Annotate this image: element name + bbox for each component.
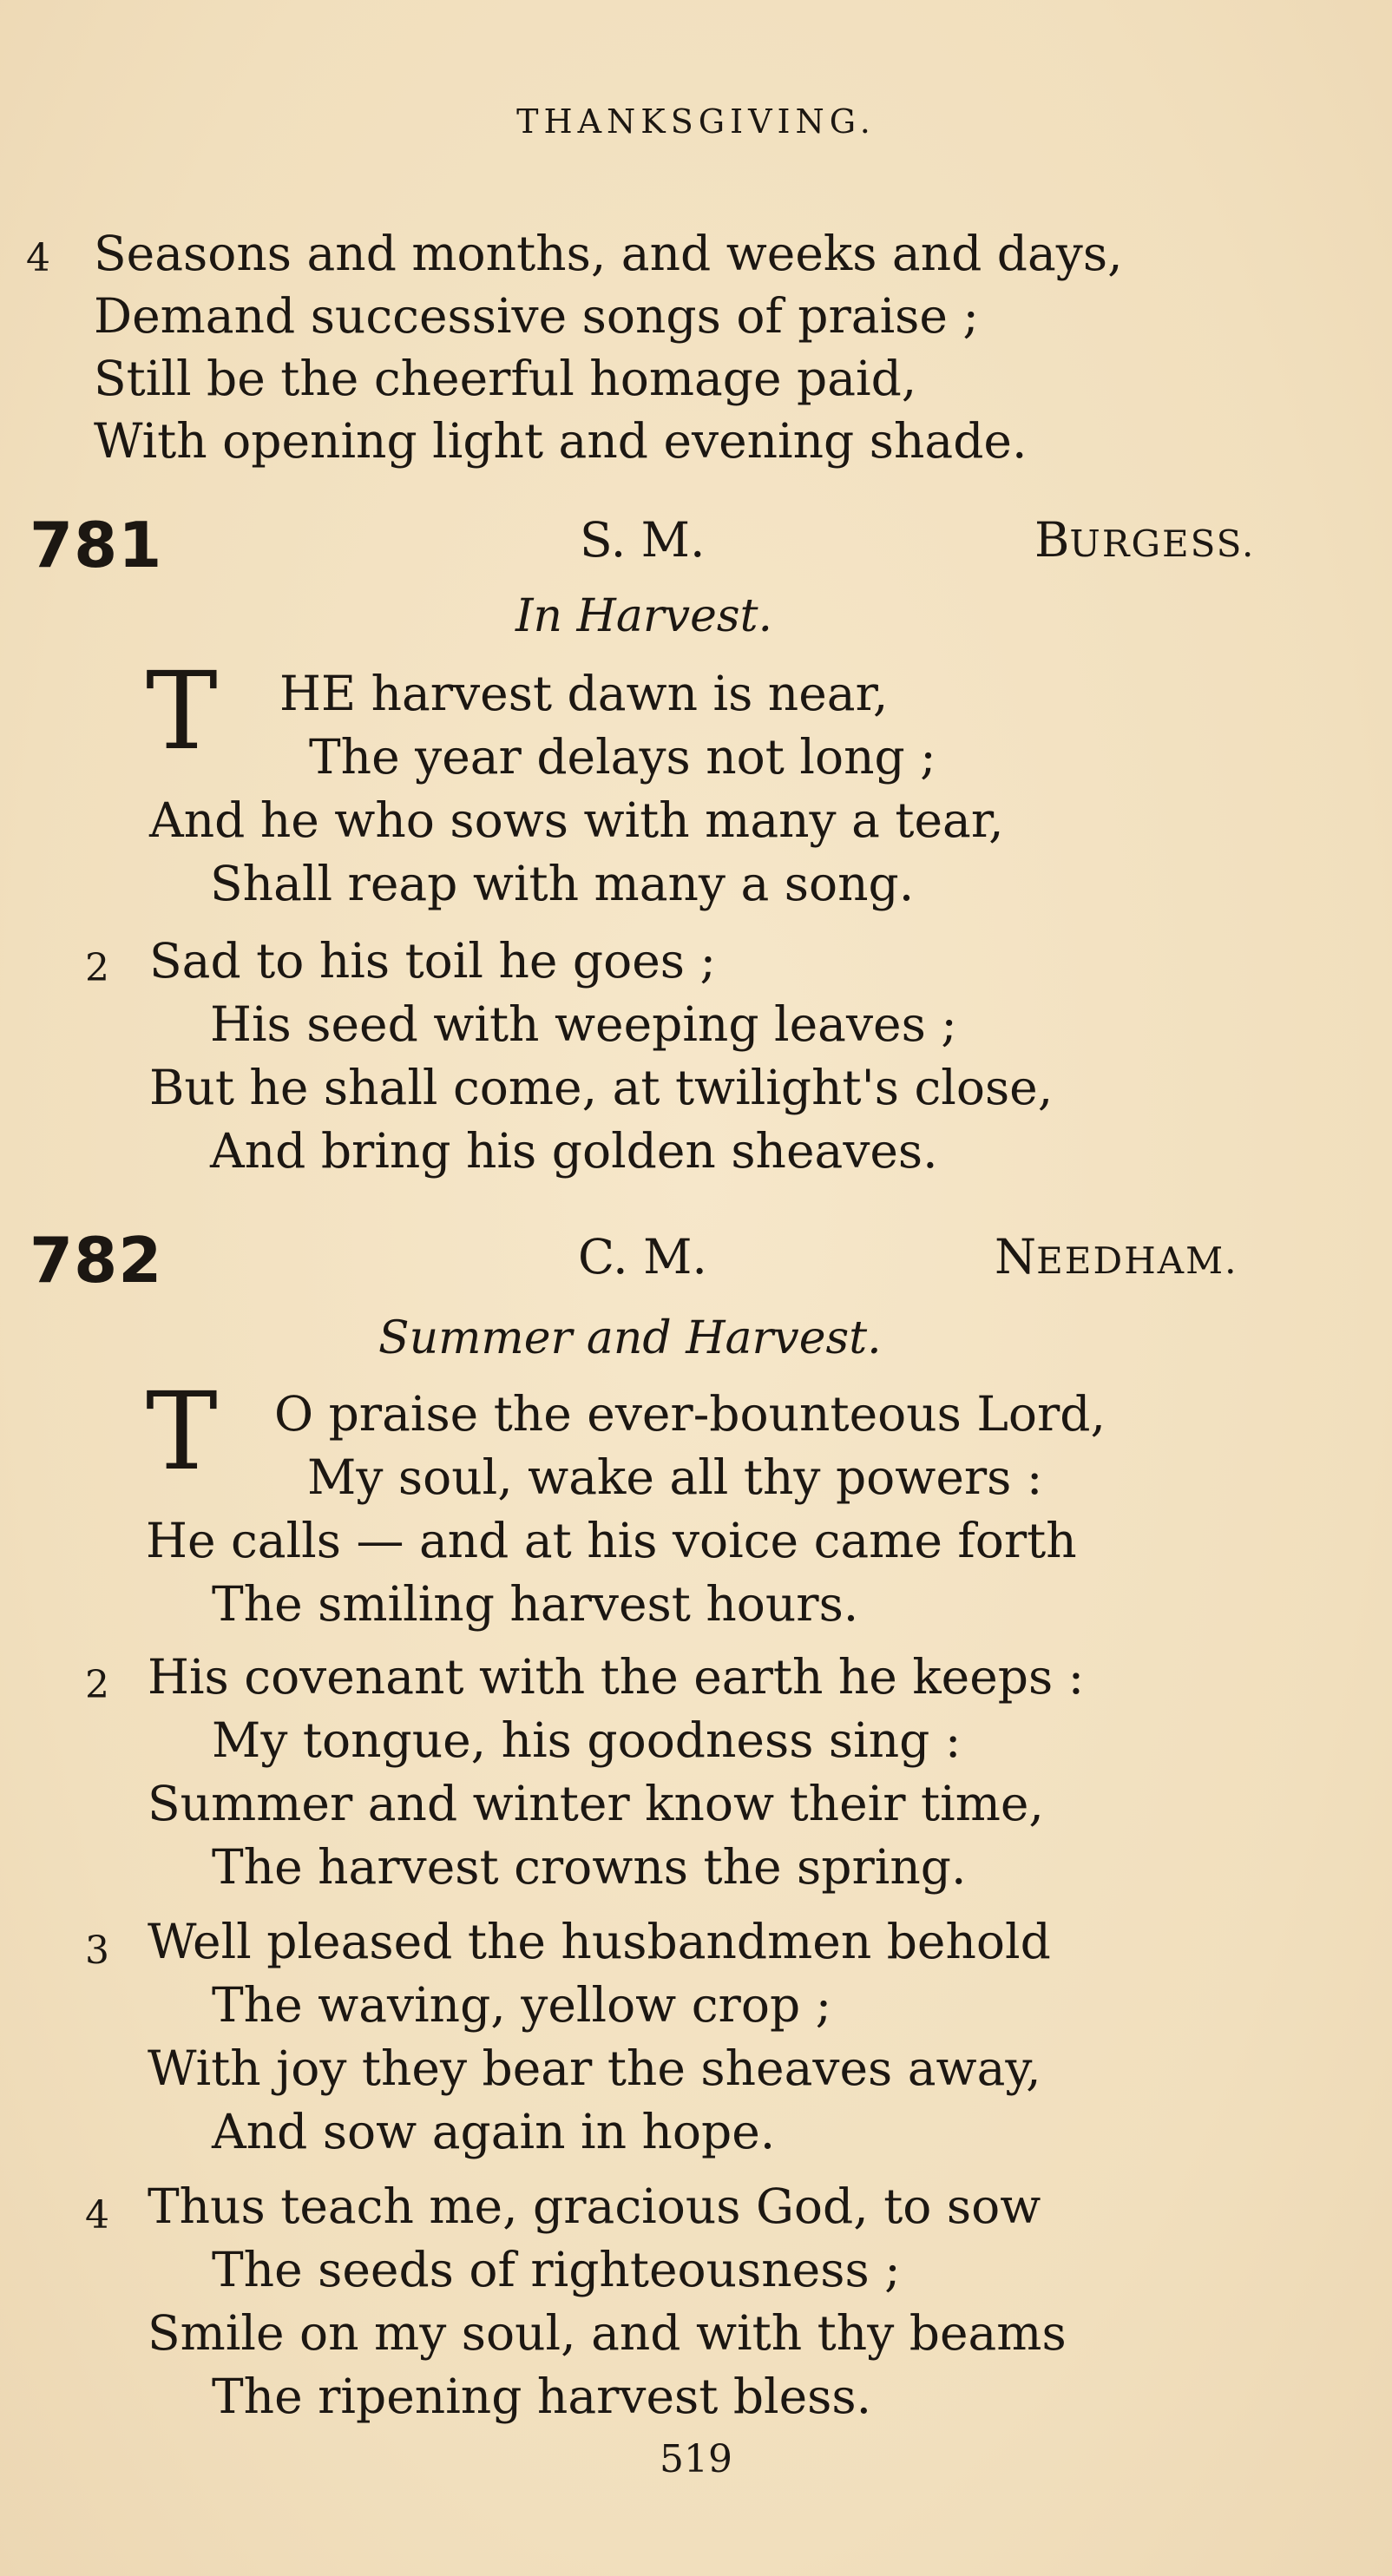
meter: C. M. bbox=[578, 1229, 707, 1285]
verse-line: The harvest crowns the spring. bbox=[212, 1839, 967, 1895]
verse-line: His seed with weeping leaves ; bbox=[210, 996, 957, 1052]
stanza-number: 4 bbox=[85, 2193, 109, 2238]
running-head: THANKSGIVING. bbox=[516, 102, 876, 141]
verse-line: My tongue, his goodness sing : bbox=[212, 1712, 962, 1768]
verse-line: HE harvest dawn is near, bbox=[279, 666, 889, 721]
verse-line: O praise the ever-bounteous Lord, bbox=[274, 1386, 1106, 1442]
verse-line: Well pleased the husbandmen behold bbox=[148, 1914, 1051, 1969]
verse-line: The year delays not long ; bbox=[309, 729, 936, 785]
verse-line: He calls — and at his voice came forth bbox=[146, 1513, 1077, 1568]
verse-line: The waving, yellow crop ; bbox=[212, 1977, 832, 2033]
page-number: 519 bbox=[660, 2437, 732, 2481]
drop-cap: T bbox=[146, 649, 218, 774]
tune-name: NEEDHAM. bbox=[995, 1229, 1238, 1285]
verse-line: And sow again in hope. bbox=[212, 2104, 776, 2159]
verse-line: My soul, wake all thy powers : bbox=[307, 1449, 1043, 1505]
verse-line: Shall reap with many a song. bbox=[210, 856, 915, 911]
hymn-subtitle: In Harvest. bbox=[515, 590, 773, 642]
verse-line: The ripening harvest bless. bbox=[212, 2369, 872, 2424]
tune-name: BURGESS. bbox=[1034, 512, 1256, 568]
verse-line: Thus teach me, gracious God, to sow bbox=[148, 2178, 1041, 2234]
verse-line: Sad to his toil he goes ; bbox=[149, 933, 717, 989]
stanza-number: 3 bbox=[85, 1929, 109, 1973]
verse-line: Seasons and months, and weeks and days, bbox=[94, 226, 1123, 281]
stanza-number: 2 bbox=[85, 1663, 109, 1707]
verse-line: Summer and winter know their time, bbox=[148, 1776, 1044, 1831]
verse-line: With joy they bear the sheaves away, bbox=[148, 2040, 1041, 2096]
stanza-number: 4 bbox=[26, 236, 50, 280]
hymn-number: 782 bbox=[30, 1224, 163, 1297]
verse-line: And he who sows with many a tear, bbox=[149, 792, 1004, 848]
verse-line: The smiling harvest hours. bbox=[212, 1576, 859, 1632]
verse-line: Demand successive songs of praise ; bbox=[94, 288, 979, 344]
verse-line: And bring his golden sheaves. bbox=[210, 1123, 938, 1179]
hymn-number: 781 bbox=[30, 509, 163, 582]
verse-line: The seeds of righteousness ; bbox=[212, 2242, 901, 2297]
drop-cap: T bbox=[146, 1370, 218, 1495]
verse-line: Smile on my soul, and with thy beams bbox=[148, 2305, 1067, 2361]
verse-line: But he shall come, at twilight's close, bbox=[149, 1060, 1054, 1115]
meter: S. M. bbox=[580, 512, 706, 568]
stanza-number: 2 bbox=[85, 946, 109, 990]
verse-line: With opening light and evening shade. bbox=[94, 413, 1028, 469]
verse-line: His covenant with the earth he keeps : bbox=[148, 1649, 1085, 1705]
verse-line: Still be the cheerful homage paid, bbox=[94, 351, 917, 406]
hymn-subtitle: Summer and Harvest. bbox=[378, 1312, 882, 1364]
